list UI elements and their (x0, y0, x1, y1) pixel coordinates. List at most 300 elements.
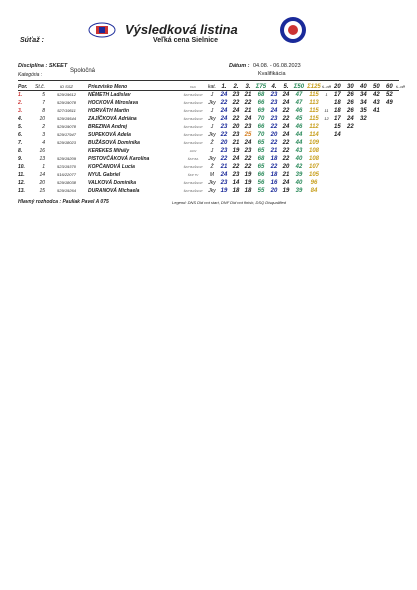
round-score-cell: 22 (282, 140, 290, 146)
subtotal-50-cell: 46 (295, 108, 303, 114)
final-score-cell: 52 (386, 92, 393, 98)
category-cell: Ž (210, 164, 214, 170)
name-cell: BREZINA Andrej (88, 124, 128, 130)
start-number-cell: 3 (42, 132, 45, 138)
name-cell: HORVÁTH Martin (88, 108, 130, 114)
shootoff-cell (322, 147, 331, 155)
target-logo-right (279, 16, 307, 44)
round-score-cell: 24 (282, 124, 290, 130)
club-cell: ŠKP BAŠSOP (183, 93, 203, 97)
final-score-cell (383, 131, 396, 139)
id-cell: 529/18038 (57, 180, 76, 185)
shootoff-cell (322, 155, 331, 163)
subtotal-75-cell: 65 (257, 140, 265, 146)
table-row (18, 147, 405, 155)
category-label: Kategória : (18, 72, 43, 78)
category-cell: J (210, 148, 214, 154)
final-score-cell: 26 (347, 100, 354, 106)
round-score-cell: 23 (220, 148, 228, 154)
round-score-cell: 24 (220, 108, 228, 114)
final-shootoff-cell (396, 115, 405, 123)
table-row (18, 91, 405, 99)
final-score-cell (383, 163, 396, 171)
category-cell: Ž (210, 140, 214, 146)
name-cell: NYUL Gabriel (88, 172, 121, 178)
start-number-cell: 2 (42, 124, 45, 130)
table-row (18, 107, 405, 115)
round-score-cell: 18 (232, 188, 240, 194)
subtotal-50-cell: 40 (295, 180, 303, 186)
final-score-cell (344, 163, 357, 171)
club-cell: ŠKP BAŠSOP (183, 181, 203, 185)
competition-label: Súťaž : (20, 37, 44, 44)
final-score-cell: 17 (334, 116, 341, 122)
name-cell: KOPČANOVÁ Lucia (88, 164, 135, 170)
id-cell: 529/17947 (57, 132, 76, 137)
round-score-cell: 23 (270, 116, 278, 122)
total-125-cell: 109 (308, 140, 319, 146)
shootoff-cell (322, 139, 331, 147)
shootoff-cell: 1 (325, 92, 328, 97)
subtotal-75-cell: 70 (257, 116, 265, 122)
round-score-cell: 22 (270, 124, 278, 130)
subtotal-75-cell: 56 (257, 180, 265, 186)
final-score-cell (357, 155, 370, 163)
round-score-cell: 23 (220, 180, 228, 186)
start-number-cell: 13 (39, 156, 45, 162)
rank-cell: 9. (18, 156, 23, 162)
round-score-cell: 20 (270, 132, 278, 138)
round-score-cell: 23 (244, 148, 252, 154)
subtotal-75-cell: 68 (257, 92, 265, 98)
final-shootoff-cell (396, 171, 405, 179)
subtotal-50-cell: 45 (295, 116, 303, 122)
round-score-cell: 19 (244, 172, 252, 178)
subtotal-50-cell: 44 (295, 132, 303, 138)
rank-cell: 3. (18, 108, 23, 114)
final-shootoff-cell (396, 179, 405, 187)
rank-cell: 4. (18, 116, 23, 122)
id-cell: 529/19209 (57, 156, 76, 161)
name-cell: NÉMETH Ladislav (88, 92, 131, 98)
final-score-cell: 24 (347, 116, 354, 122)
name-cell: DURANOVÁ Michaela (88, 188, 140, 194)
round-score-cell: 21 (232, 140, 240, 146)
federation-logo-left (88, 22, 116, 38)
round-score-cell: 21 (244, 92, 252, 98)
table-header: Por. St.č. ID SSZ Priezvisko Meno Klub kat. 1. 2. 3. Σ75 4. 5. Σ50 Σ125 š.-off 20 30 40 50 60 š.-off (18, 84, 405, 90)
round-score-cell: 23 (232, 132, 240, 138)
final-score-cell: 22 (347, 124, 354, 130)
id-cell: 529/19612 (57, 92, 76, 97)
total-125-cell: 108 (308, 148, 319, 154)
final-score-cell: 49 (386, 100, 393, 106)
round-score-cell: 22 (282, 108, 290, 114)
table-header-divider (18, 90, 399, 91)
round-score-cell: 25 (244, 132, 252, 138)
final-score-cell: 26 (347, 92, 354, 98)
round-score-cell: 19 (220, 188, 228, 194)
round-score-cell: 21 (282, 172, 290, 178)
total-125-cell: 107 (308, 164, 319, 170)
name-cell: PISTOVČÁKOVÁ Karolína (88, 156, 150, 162)
final-score-cell: 42 (373, 92, 380, 98)
final-score-cell: 15 (334, 124, 341, 130)
final-score-cell: 35 (360, 108, 367, 114)
table-row (18, 139, 405, 147)
round-score-cell: 22 (220, 132, 228, 138)
round-score-cell: 24 (244, 140, 252, 146)
final-score-cell (357, 179, 370, 187)
final-score-cell (357, 147, 370, 155)
final-score-cell: 41 (373, 108, 380, 114)
final-score-cell (383, 187, 396, 195)
rank-cell: 10. (18, 164, 25, 170)
round-score-cell: 24 (220, 172, 228, 178)
id-cell: 527/19511 (57, 108, 76, 113)
round-score-cell: 22 (232, 164, 240, 170)
final-shootoff-cell (396, 155, 405, 163)
total-125-cell: 115 (309, 116, 319, 122)
subtotal-50-cell: 47 (295, 100, 303, 106)
id-cell: 529/19078 (57, 124, 76, 129)
round-score-cell: 24 (220, 116, 228, 122)
shootoff-cell (322, 163, 331, 171)
club-cell: ŠKP BA (187, 157, 199, 161)
final-score-cell (357, 187, 370, 195)
subtotal-75-cell: 65 (257, 164, 265, 170)
final-score-cell: 32 (360, 116, 367, 122)
round-score-cell: 20 (270, 188, 278, 194)
id-cell: 516/22077 (57, 172, 76, 177)
round-score-cell: 23 (232, 172, 240, 178)
final-score-cell (344, 139, 357, 147)
round-score-cell: 18 (270, 156, 278, 162)
id-cell: 529/19264 (57, 188, 76, 193)
start-number-cell: 5 (42, 92, 45, 98)
final-score-cell: 17 (334, 92, 341, 98)
round-score-cell: 19 (244, 180, 252, 186)
final-score-cell (383, 107, 396, 115)
final-score-cell (370, 171, 383, 179)
final-score-cell (383, 123, 396, 131)
round-score-cell: 22 (270, 164, 278, 170)
category-cell: J (210, 124, 214, 130)
club-cell: ŠKP BAŠSOP (183, 165, 203, 169)
final-score-cell (370, 155, 383, 163)
final-score-cell (357, 123, 370, 131)
discipline: Disciplína : SKEET (18, 63, 68, 69)
final-score-cell (370, 147, 383, 155)
rank-cell: 12. (18, 180, 25, 186)
table-row (18, 163, 405, 171)
shootoff-cell (322, 99, 331, 107)
total-125-cell: 112 (309, 124, 319, 130)
final-shootoff-cell (396, 187, 405, 195)
total-125-cell: 84 (310, 188, 318, 194)
total-125-cell: 114 (309, 132, 319, 138)
final-score-cell (357, 171, 370, 179)
subtotal-50-cell: 40 (295, 156, 303, 162)
rank-cell: 13. (18, 188, 25, 194)
final-shootoff-cell (396, 139, 405, 147)
final-score-cell (344, 187, 357, 195)
final-score-cell: 34 (360, 92, 367, 98)
subtotal-75-cell: 70 (257, 132, 265, 138)
id-cell: 529/19078 (57, 100, 76, 105)
date-label: Dátum : (229, 63, 250, 69)
round-score-cell: 21 (244, 108, 252, 114)
round-score-cell: 18 (270, 172, 278, 178)
round-name: Kvalifikácia (258, 71, 286, 77)
final-shootoff-cell (396, 131, 405, 139)
total-125-cell: 115 (309, 108, 319, 114)
round-score-cell: 23 (220, 124, 228, 130)
shootoff-cell (322, 187, 331, 195)
date-value: 04.08. - 06.08.2023 (253, 63, 301, 69)
category-cell: Jky (208, 100, 216, 106)
club-cell: ŠKP BAŠSOP (183, 141, 203, 145)
final-score-cell: 26 (347, 108, 354, 114)
name-cell: KEREKES Mihály (88, 148, 130, 154)
final-score-cell (331, 155, 344, 163)
total-125-cell: 108 (308, 156, 319, 162)
start-number-cell: 4 (42, 140, 45, 146)
category-value: Spoločná (70, 68, 96, 74)
category-cell: Jky (208, 180, 216, 186)
final-score-cell (331, 179, 344, 187)
round-score-cell: 22 (282, 116, 290, 122)
total-125-cell: 96 (310, 180, 318, 186)
category-cell: Jky (208, 188, 216, 194)
round-score-cell: 23 (270, 92, 278, 98)
id-cell: 523/19370 (57, 164, 76, 169)
final-score-cell (383, 155, 396, 163)
table-row (18, 179, 405, 187)
shootoff-cell (322, 123, 331, 131)
round-score-cell: 20 (282, 164, 290, 170)
final-score-cell (344, 179, 357, 187)
final-score-cell (331, 147, 344, 155)
club-cell: ŠKP BAŠSOP (183, 189, 203, 193)
final-score-cell (344, 155, 357, 163)
round-score-cell: 21 (270, 148, 278, 154)
club-cell: ŠKP BAŠSOP (183, 133, 203, 137)
shootoff-cell: 12 (324, 116, 329, 121)
club-cell: ŠKP BAŠSOP (183, 109, 203, 113)
club-cell: ŠKP BAŠSOP (183, 101, 203, 105)
start-number-cell: 7 (42, 100, 45, 106)
round-score-cell: 20 (232, 124, 240, 130)
rank-cell: 1. (18, 92, 23, 98)
legend: Legend: DNS Did not start, DNF Did not finish, DSQ Disqualified (172, 200, 286, 205)
final-score-cell (370, 115, 383, 123)
start-number-cell: 16 (39, 148, 45, 154)
round-score-cell: 22 (232, 116, 240, 122)
category-cell: Jky (208, 132, 216, 138)
rank-cell: 5. (18, 124, 23, 130)
header-divider (18, 80, 399, 81)
final-score-cell (331, 171, 344, 179)
round-score-cell: 23 (270, 100, 278, 106)
round-score-cell: 14 (232, 180, 240, 186)
category-cell: J (210, 92, 214, 98)
round-score-cell: 24 (220, 92, 228, 98)
rank-cell: 2. (18, 100, 23, 106)
start-number-cell: 15 (39, 188, 45, 194)
round-score-cell: 22 (220, 100, 228, 106)
table-row (18, 123, 405, 131)
final-score-cell: 14 (334, 132, 341, 138)
final-score-cell (370, 139, 383, 147)
shootoff-cell (322, 179, 331, 187)
table-row (18, 115, 405, 123)
start-number-cell: 8 (42, 108, 45, 114)
final-score-cell: 18 (334, 100, 341, 106)
category-cell: J (210, 108, 214, 114)
final-shootoff-cell (396, 107, 405, 115)
subtotal-50-cell: 46 (295, 124, 303, 130)
start-number-cell: 10 (39, 116, 45, 122)
final-score-cell (331, 139, 344, 147)
final-score-cell (370, 187, 383, 195)
shootoff-cell (322, 131, 331, 139)
club-cell: ŠKP BAŠSOP (183, 125, 203, 129)
final-score-cell (370, 179, 383, 187)
table-row (18, 131, 405, 139)
subtotal-75-cell: 66 (257, 172, 265, 178)
round-score-cell: 22 (244, 164, 252, 170)
rank-cell: 7. (18, 140, 23, 146)
round-score-cell: 22 (244, 156, 252, 162)
final-score-cell (370, 123, 383, 131)
final-score-cell (383, 179, 396, 187)
subtotal-75-cell: 68 (257, 156, 265, 162)
round-score-cell: 22 (232, 100, 240, 106)
name-cell: BUŽÁSOVÁ Dominika (88, 140, 140, 146)
table-row (18, 187, 405, 195)
rank-cell: 8. (18, 148, 23, 154)
rank-cell: 11. (18, 172, 25, 178)
subtotal-75-cell: 55 (257, 188, 265, 194)
final-score-cell (383, 115, 396, 123)
round-score-cell: 22 (282, 156, 290, 162)
id-cell: 529/19544 (57, 116, 76, 121)
page-title: Výsledková listina (125, 22, 238, 37)
name-cell: VALKOVÁ Dominika (88, 180, 136, 186)
final-score-cell (383, 171, 396, 179)
round-score-cell: 24 (282, 92, 290, 98)
start-number-cell: 14 (39, 172, 45, 178)
final-shootoff-cell (396, 99, 405, 107)
rank-cell: 6. (18, 132, 23, 138)
results-table (18, 83, 405, 195)
round-score-cell: 24 (232, 156, 240, 162)
round-score-cell: 16 (270, 180, 278, 186)
start-number-cell: 1 (42, 164, 45, 170)
round-score-cell: 18 (244, 188, 252, 194)
round-score-cell: 23 (232, 92, 240, 98)
category-cell: M (209, 172, 215, 178)
round-score-cell: 22 (220, 156, 228, 162)
final-score-cell (357, 163, 370, 171)
table-row (18, 171, 405, 179)
round-score-cell: 24 (282, 100, 290, 106)
name-cell: ZAJÍČKOVÁ Adriána (88, 116, 137, 122)
total-125-cell: 105 (308, 172, 319, 178)
total-125-cell: 113 (309, 100, 319, 106)
club-cell: ŠKP BAŠSOP (183, 117, 203, 121)
final-score-cell (331, 187, 344, 195)
subtotal-75-cell: 66 (257, 100, 265, 106)
final-shootoff-cell (396, 163, 405, 171)
round-score-cell: 21 (220, 164, 228, 170)
round-score-cell: 22 (244, 100, 252, 106)
shootoff-cell (322, 171, 331, 179)
subtotal-50-cell: 43 (295, 148, 303, 154)
subtotal-75-cell: 66 (257, 124, 265, 130)
start-number-cell: 20 (39, 180, 45, 186)
shootoff-cell: 11 (324, 108, 329, 113)
club-cell: HUN (189, 149, 197, 153)
subtotal-50-cell: 42 (295, 164, 303, 170)
final-score-cell (344, 147, 357, 155)
subtotal-50-cell: 44 (295, 140, 303, 146)
total-125-cell: 115 (309, 92, 319, 98)
name-cell: HOCKOVÁ Miroslava (88, 100, 139, 106)
club-cell: ŠKP TV (187, 173, 199, 177)
final-score-cell (357, 131, 370, 139)
round-score-cell: 24 (244, 116, 252, 122)
round-score-cell: 24 (270, 108, 278, 114)
final-score-cell: 34 (360, 100, 367, 106)
subtotal-75-cell: 65 (257, 148, 265, 154)
category-cell: Jky (208, 156, 216, 162)
id-cell: 529/18023 (57, 140, 76, 145)
subtotal-50-cell: 39 (295, 188, 303, 194)
id-cell (45, 147, 88, 155)
subtotal-50-cell: 39 (295, 172, 303, 178)
round-score-cell: 24 (282, 180, 290, 186)
final-score-cell: 18 (334, 108, 341, 114)
round-score-cell: 20 (220, 140, 228, 146)
final-score-cell: 43 (373, 100, 380, 106)
round-score-cell: 23 (244, 124, 252, 130)
final-score-cell (383, 147, 396, 155)
final-shootoff-cell (396, 91, 405, 99)
event-name: Veľká cena Sielnice (153, 37, 218, 44)
table-row (18, 155, 405, 163)
chief-judge: Hlavný rozhodca : Paulíak Pavel A 075 (18, 199, 109, 205)
round-score-cell: 19 (232, 148, 240, 154)
round-score-cell: 24 (282, 132, 290, 138)
round-score-cell: 22 (282, 148, 290, 154)
final-shootoff-cell (396, 147, 405, 155)
round-score-cell: 22 (270, 140, 278, 146)
category-cell: Jky (208, 116, 216, 122)
final-shootoff-cell (396, 123, 405, 131)
subtotal-50-cell: 47 (295, 92, 303, 98)
final-score-cell (357, 139, 370, 147)
final-score-cell (344, 131, 357, 139)
final-score-cell (344, 171, 357, 179)
round-score-cell: 19 (282, 188, 290, 194)
final-score-cell (370, 163, 383, 171)
table-row (18, 99, 405, 107)
final-score-cell (383, 139, 396, 147)
subtotal-75-cell: 69 (257, 108, 265, 114)
round-score-cell: 24 (232, 108, 240, 114)
